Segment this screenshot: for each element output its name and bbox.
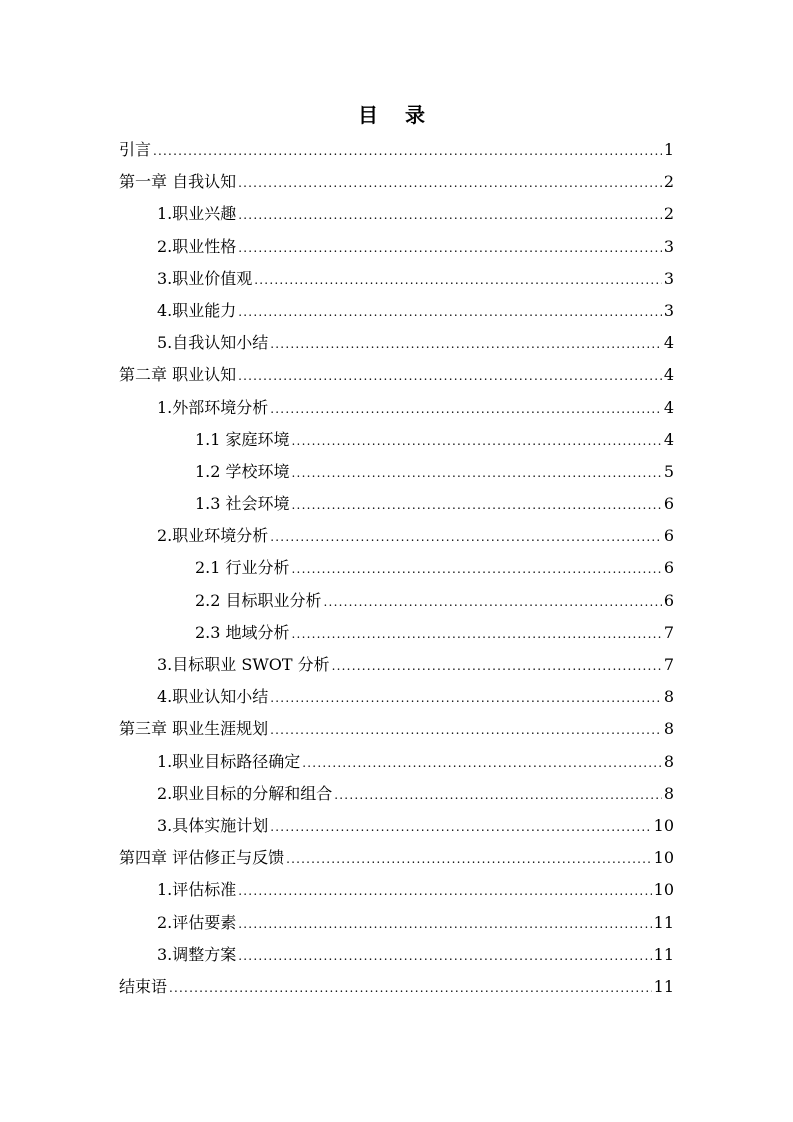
toc-page-number: 2 (663, 204, 674, 224)
toc-entry-title: 2.职业目标的分解和组合 (157, 783, 333, 803)
dot-leader (292, 489, 662, 521)
toc-entry-title: 2.3 地域分析 (195, 622, 290, 642)
toc-entry[interactable] (119, 520, 674, 552)
dot-leader (270, 682, 662, 714)
toc-entry-title: 第二章 职业认知 (119, 365, 237, 385)
toc-entry[interactable] (119, 552, 674, 584)
toc-entry[interactable] (119, 198, 674, 230)
toc-page-number: 8 (663, 783, 674, 803)
toc-page-number: 8 (663, 751, 674, 771)
dot-leader (302, 747, 662, 779)
dot-leader (292, 457, 662, 489)
toc-page-number: 4 (663, 429, 674, 449)
dot-leader (334, 779, 662, 811)
dot-leader (270, 521, 662, 553)
toc-page-number: 3 (663, 268, 674, 288)
toc-entry-title: 2.1 行业分析 (195, 558, 290, 578)
toc-page-number: 10 (653, 880, 674, 900)
dot-leader (238, 199, 662, 231)
toc-entry[interactable] (119, 874, 674, 906)
toc-entry-title: 4.职业认知小结 (157, 687, 269, 707)
dot-leader (169, 972, 652, 1004)
toc-entry[interactable] (119, 263, 674, 295)
dot-leader (270, 328, 662, 360)
toc-entry[interactable] (119, 359, 674, 391)
toc-entry-title: 1.职业兴趣 (157, 204, 237, 224)
toc-page-number: 6 (663, 526, 674, 546)
toc-entry[interactable] (119, 488, 674, 520)
toc-page-number: 2 (663, 172, 674, 192)
toc-entry[interactable] (119, 617, 674, 649)
toc-page-number: 7 (663, 622, 674, 642)
toc-entry[interactable] (119, 939, 674, 971)
toc-entry-title: 3.调整方案 (157, 944, 237, 964)
toc-page-number: 3 (663, 300, 674, 320)
dot-leader (324, 586, 662, 618)
dot-leader (238, 875, 651, 907)
toc-entry-title: 3.具体实施计划 (157, 815, 269, 835)
toc-page-number: 4 (663, 397, 674, 417)
toc-entry-title: 第一章 自我认知 (119, 172, 237, 192)
toc-page-number: 8 (663, 719, 674, 739)
toc-page-number: 6 (663, 590, 674, 610)
dot-leader (292, 618, 662, 650)
toc-page-number: 4 (663, 365, 674, 385)
toc-entry[interactable] (119, 456, 674, 488)
dot-leader (332, 650, 662, 682)
dot-leader (153, 135, 662, 167)
dot-leader (238, 940, 651, 972)
toc-entry-title: 4.职业能力 (157, 300, 237, 320)
dot-leader (270, 393, 662, 425)
toc-entry-title: 第三章 职业生涯规划 (119, 719, 269, 739)
toc-page-number: 8 (663, 687, 674, 707)
toc-entry[interactable] (119, 585, 674, 617)
toc-entry-title: 2.2 目标职业分析 (195, 590, 322, 610)
toc-entry[interactable] (119, 166, 674, 198)
toc-entry-title: 引言 (119, 140, 152, 159)
dot-leader (238, 167, 662, 199)
toc-entry[interactable] (119, 713, 674, 745)
dot-leader (238, 360, 662, 392)
toc-page-number: 10 (653, 815, 674, 835)
toc-entry-title: 2.职业环境分析 (157, 526, 269, 546)
toc-entry-title: 1.外部环境分析 (157, 397, 269, 417)
dot-leader (292, 553, 662, 585)
dot-leader (292, 425, 662, 457)
toc-page-number: 6 (663, 494, 674, 514)
toc-page-number: 3 (663, 236, 674, 256)
toc-entry-title: 1.2 学校环境 (195, 461, 290, 481)
toc-entry[interactable] (119, 134, 674, 166)
toc-entry[interactable] (119, 810, 674, 842)
dot-leader (238, 908, 651, 940)
toc-entry[interactable] (119, 327, 674, 359)
toc-entry[interactable] (119, 649, 674, 681)
toc-entry-title: 1.评估标准 (157, 880, 237, 900)
toc-entry[interactable] (119, 681, 674, 713)
toc-entry-title: 2.评估要素 (157, 912, 237, 932)
toc-entry[interactable] (119, 295, 674, 327)
toc-page-number: 6 (663, 558, 674, 578)
toc-page-number: 10 (653, 848, 674, 868)
toc-entry[interactable] (119, 971, 674, 1003)
toc-entry-title: 1.3 社会环境 (195, 494, 290, 514)
toc-page-number: 11 (653, 976, 674, 996)
toc-entry-title: 5.自我认知小结 (157, 333, 269, 353)
toc-entry[interactable] (119, 907, 674, 939)
toc-entry-title: 3.目标职业 SWOT 分析 (157, 655, 330, 674)
toc-page-number: 7 (663, 655, 674, 674)
toc-entry-title: 1.职业目标路径确定 (157, 751, 301, 771)
dot-leader (270, 811, 651, 843)
toc-entry[interactable] (119, 746, 674, 778)
dot-leader (254, 264, 662, 296)
toc-entry[interactable] (119, 778, 674, 810)
dot-leader (270, 714, 662, 746)
toc-entry[interactable] (119, 842, 674, 874)
toc-entry-title: 3.职业价值观 (157, 268, 253, 288)
dot-leader (238, 296, 662, 328)
toc-page-number: 5 (663, 461, 674, 481)
toc-entry-title: 结束语 (119, 976, 168, 996)
toc-entry[interactable] (119, 424, 674, 456)
toc-page-number: 11 (653, 912, 674, 932)
toc-entry-title: 第四章 评估修正与反馈 (119, 848, 285, 868)
toc-page-number: 11 (653, 944, 674, 964)
toc-page-number: 1 (663, 140, 674, 159)
dot-leader (286, 843, 652, 875)
toc-entry-title: 2.职业性格 (157, 236, 237, 256)
table-of-contents (119, 134, 674, 1003)
toc-entry[interactable] (119, 231, 674, 263)
toc-page-number: 4 (663, 333, 674, 353)
toc-entry-title: 1.1 家庭环境 (195, 429, 290, 449)
toc-entry[interactable] (119, 392, 674, 424)
dot-leader (238, 232, 662, 264)
toc-title: 目 录 (358, 103, 435, 127)
